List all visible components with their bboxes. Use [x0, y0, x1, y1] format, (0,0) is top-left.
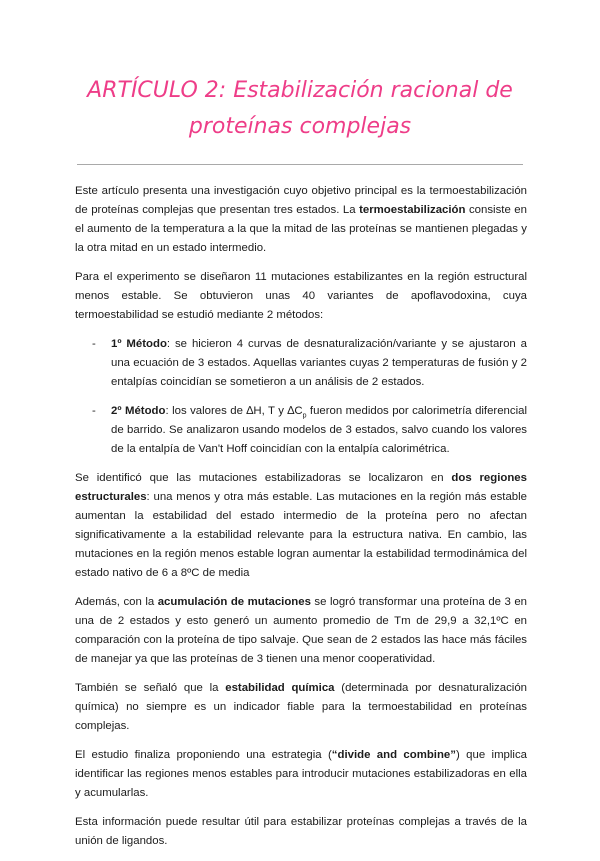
paragraph-strategy: El estudio finaliza proponiendo una estrategia (“divide and combine”) que implica identificar las regiones menos estables para introducir mutaciones estabilizadoras en ella y acumularlas.	[75, 749, 527, 799]
title-divider	[77, 164, 523, 165]
paragraph-regions: Se identificó que las mutaciones estabilizadoras se localizaron en dos regiones estructurales: una menos y otra más estable. Las mutaciones en la región más estable aumentan la estabilidad del estado intermedio de la proteína pero no afectan significativamente a la estabilidad relevante para la estructura nativa. En cambio, las mutaciones en la región menos estable logran aumentar la estabilidad termodinámica del estado nativo de 6 a 8ºC de media	[75, 472, 527, 579]
term-dos-regiones: dos regiones estructurales	[75, 472, 527, 503]
paragraph-accumulation: Además, con la acumulación de mutaciones se logró transformar una proteína de 3 en una de 2 estados y esto generó un aumento promedio de Tm de 29,9 a 32,1ºC en comparación con la proteína de tipo salvaje. Que sean de 2 estados las hace más fáciles de manejar ya que las proteínas de 3 tienen una menor cooperatividad.	[75, 596, 527, 665]
list-item-method-1: - 1º Método: se hicieron 4 curvas de desnaturalización/variante y se ajustaron a una ecuación de 3 estados. Aquellas variantes cuyas 2 temperaturas de fusión y 2 entalpías coincidían se sometieron a un análisis de 2 estados.	[75, 335, 527, 392]
paragraph-chemical-stability: También se señaló que la estabilidad química (determinada por desnaturalización química) no siempre es un indicador fiable para la termoestabilidad en proteínas complejas.	[75, 682, 527, 732]
term-acumulacion: acumulación de mutaciones	[157, 596, 311, 608]
article-title: ARTÍCULO 2: Estabilización racional de proteínas complejas	[87, 78, 513, 139]
method-1-label: 1º Método	[111, 338, 167, 350]
method-2-label: 2º Método	[111, 405, 166, 417]
term-estabilidad-quimica: estabilidad química	[225, 682, 335, 694]
term-divide-and-combine: “divide and combine”	[331, 749, 456, 761]
bullet-dash: -	[92, 405, 96, 417]
paragraph-intro: Este artículo presenta una investigación cuyo objetivo principal es la termoestabilización de proteínas complejas que presentan tres estados. La termoestabilización consiste en el aumento de la temperatura a la que la mitad de las proteínas se mantienen plegadas y la otra mitad en un estado intermedio.	[75, 185, 527, 254]
bullet-dash: -	[92, 338, 96, 350]
paragraph-experiment: Para el experimento se diseñaron 11 mutaciones estabilizantes en la región estructural menos estable. Se obtuvieron unas 40 variantes de apoflavodoxina, cuya termoestabilidad se estudió mediante 2 métodos:	[75, 271, 527, 321]
methods-list	[75, 335, 527, 459]
list-item-method-2: - 2º Método: los valores de ∆H, T y $\Delta C_p$ fueron medidos por calorimetría diferencial de barrido. Se analizaron usando modelos de 3 estados, salvo cuando los valores de la entalpía de Van't Hoff coincidían con la entalpía calorimétrica.	[75, 402, 527, 459]
term-termoestabilizacion: termoestabilización	[359, 204, 466, 216]
article-body	[75, 182, 527, 861]
paragraph-conclusion: Esta información puede resultar útil para estabilizar proteínas complejas a través de la unión de ligandos.	[75, 816, 527, 847]
